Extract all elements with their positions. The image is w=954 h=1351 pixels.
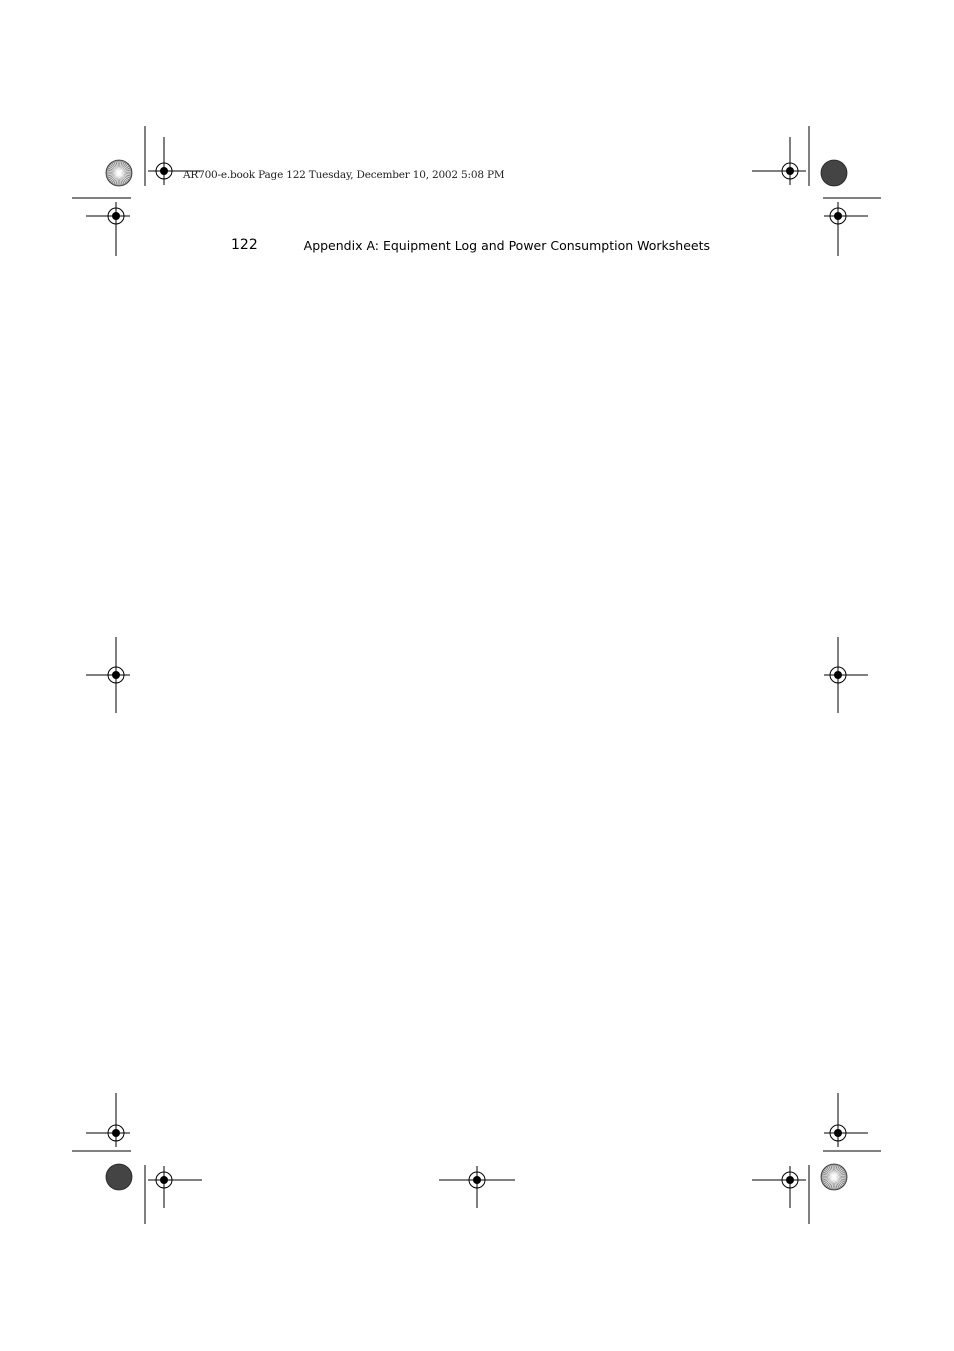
crop-mark-bottom-left xyxy=(72,1151,145,1224)
registration-mark-middle-right xyxy=(824,637,868,713)
registration-mark-bottom-center xyxy=(439,1166,515,1208)
registration-mark-middle-left xyxy=(86,637,130,713)
registration-mark-bottom-left-inner xyxy=(148,1166,202,1208)
page-number: 122 xyxy=(231,237,258,253)
density-target-top-right xyxy=(821,160,847,186)
starburst-target-bottom-right xyxy=(821,1164,847,1190)
registration-mark-bottom-right-outer xyxy=(824,1093,868,1147)
registration-mark-bottom-left-outer xyxy=(86,1093,130,1147)
registration-mark-top-right-outer xyxy=(824,202,868,256)
registration-mark-bottom-right-inner xyxy=(752,1166,806,1208)
registration-mark-top-left-outer xyxy=(86,202,130,256)
registration-mark-top-right-inner xyxy=(752,137,806,185)
crop-mark-top-right xyxy=(809,126,881,198)
running-header-title: Appendix A: Equipment Log and Power Consumption Worksheets xyxy=(303,238,710,253)
starburst-target-top-left xyxy=(106,160,132,186)
crop-mark-bottom-right xyxy=(809,1151,881,1224)
density-target-bottom-left xyxy=(106,1164,132,1190)
slug-line: AR700-e.book Page 122 Tuesday, December 10, 2002 5:08 PM xyxy=(183,169,505,181)
crop-mark-top-left xyxy=(72,126,145,198)
